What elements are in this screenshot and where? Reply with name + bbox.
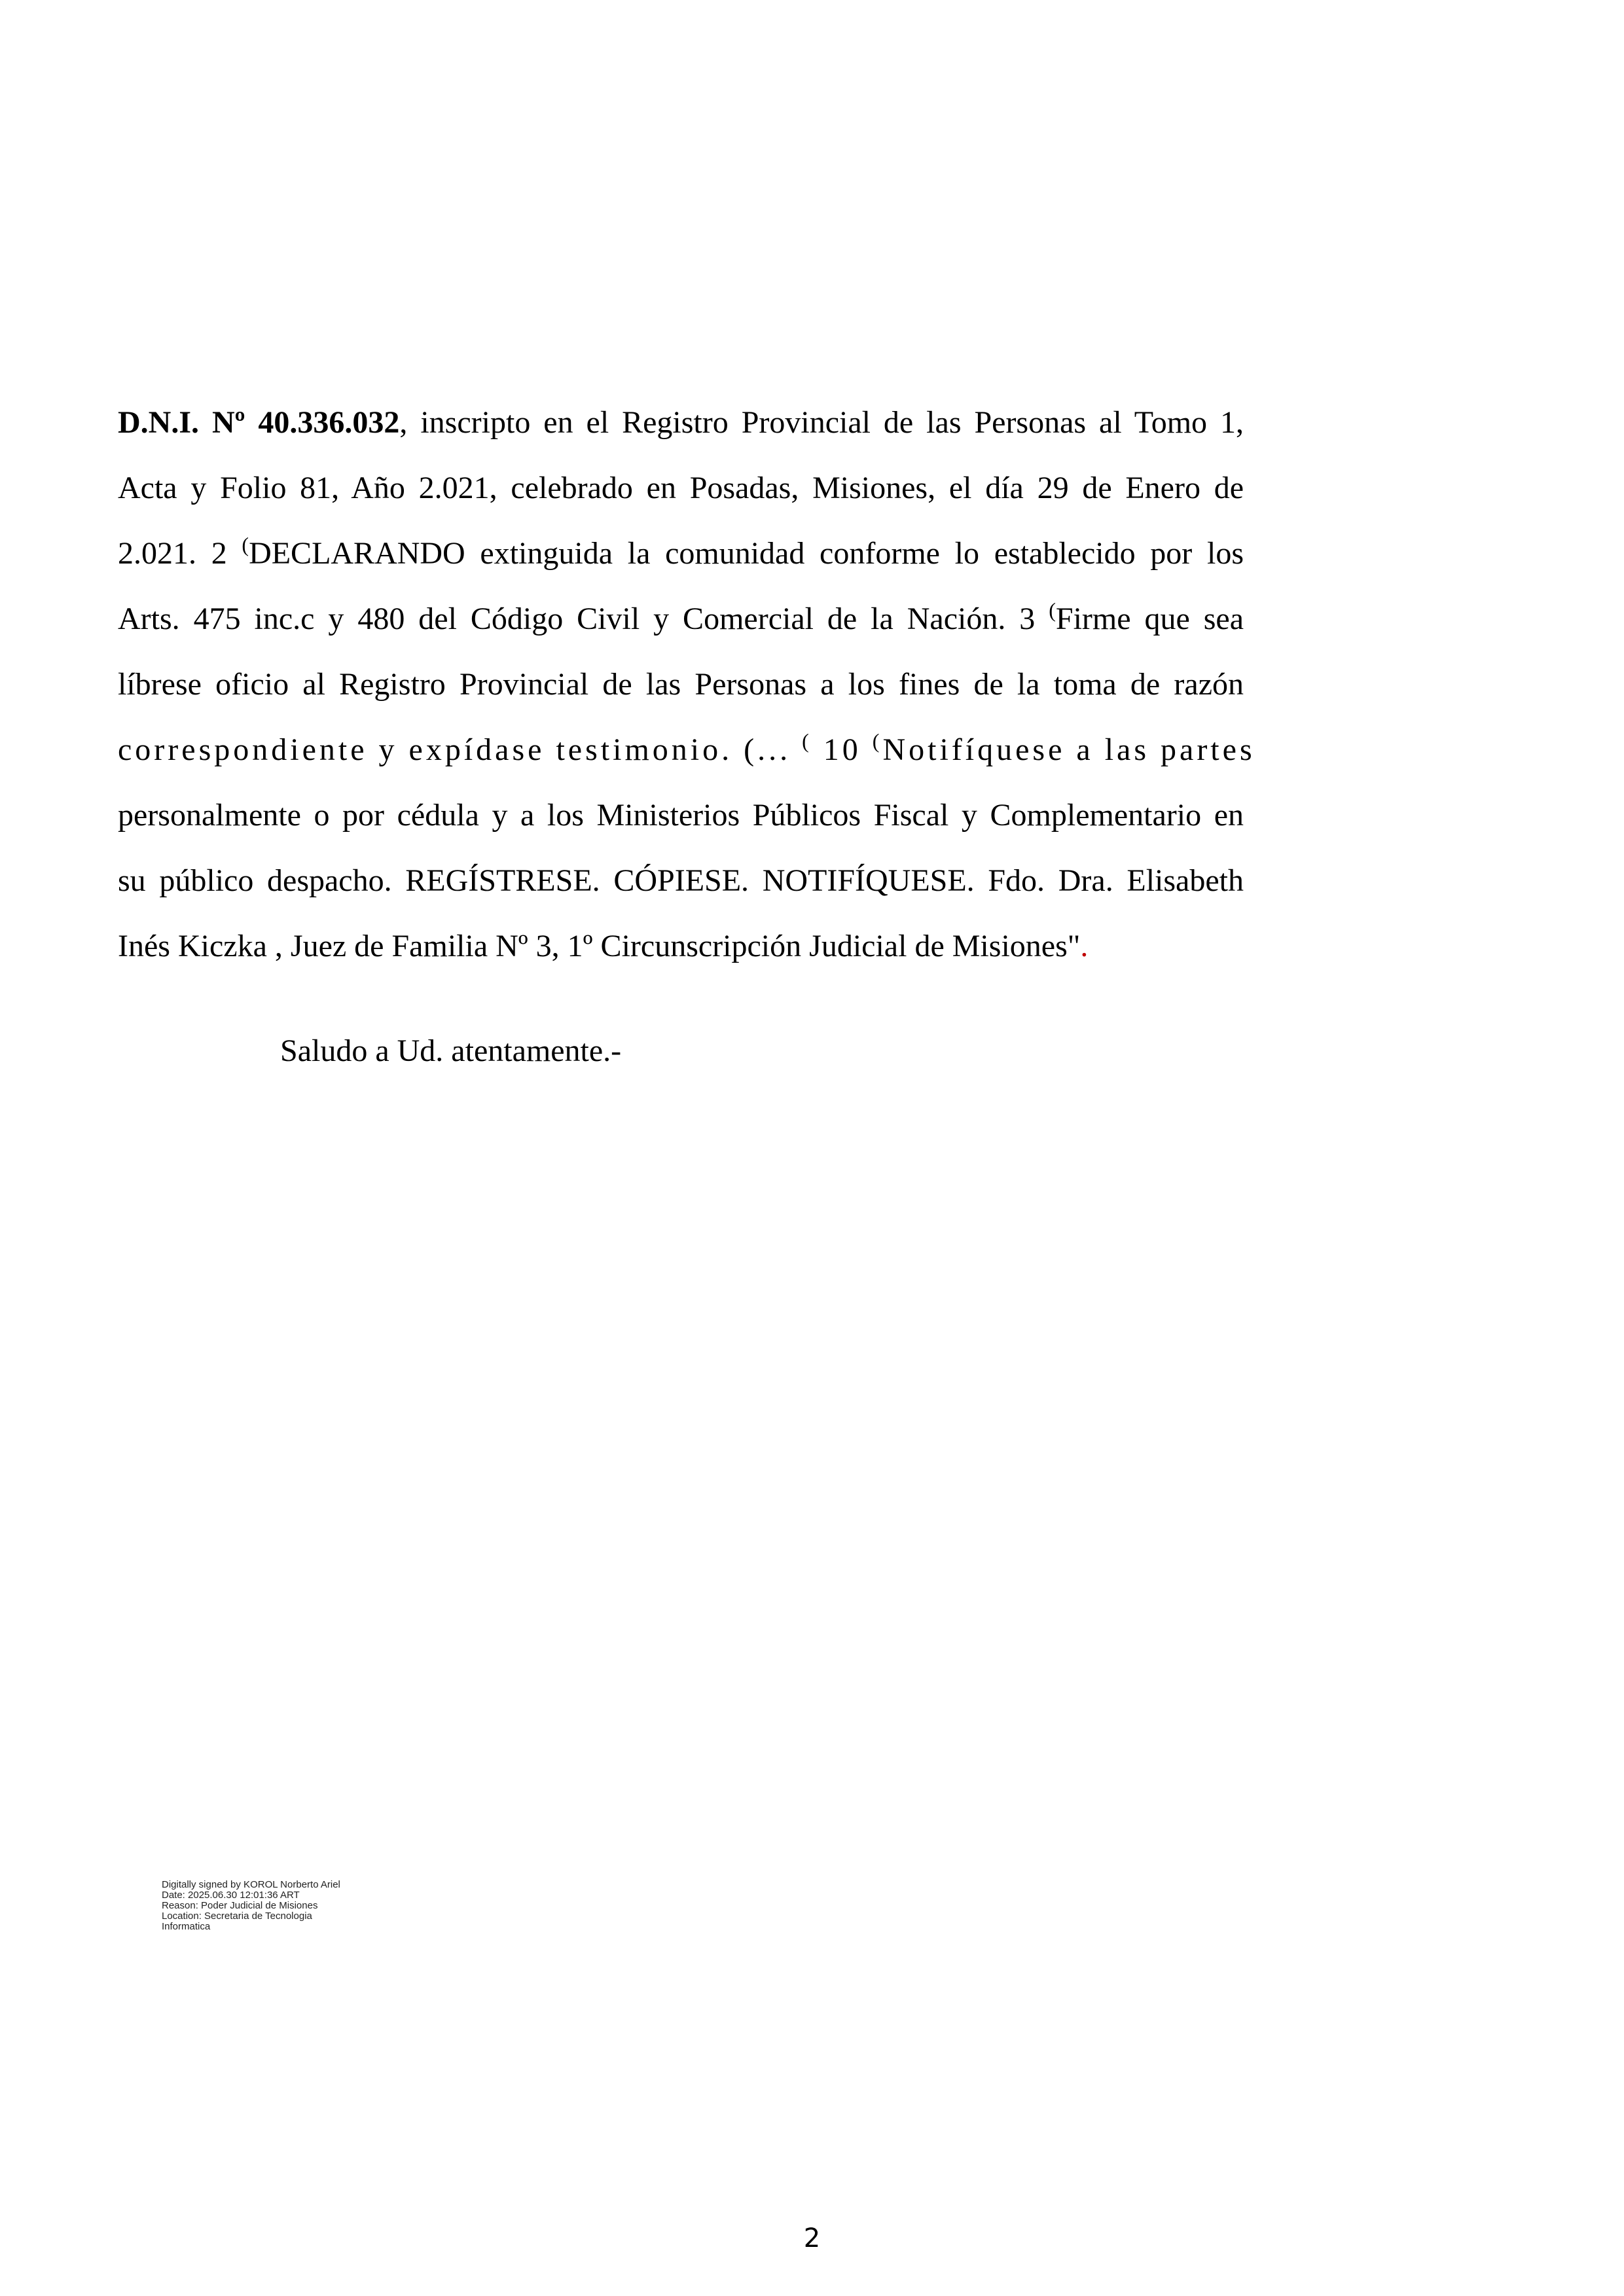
footnote-mark: (: [802, 729, 812, 753]
body-line-1: D.N.I. Nº 40.336.032, inscripto en el Registro Provincial de las Personas al Tomo 1,: [118, 405, 1244, 440]
body-line-4: Arts. 475 inc.c y 480 del Código Civil y Comercial de la Nación. 3 (Firme que sea: [118, 598, 1244, 636]
footnote-mark: (: [1049, 598, 1056, 622]
digital-signature: [162, 1880, 340, 1932]
signature-signer: Digitally signed by KOROL Norberto Ariel: [162, 1879, 340, 1890]
page-number: 2: [803, 2223, 821, 2253]
body-line-6: correspondiente y expídase testimonio. (... ( 10 (Notifíquese a las partes: [118, 729, 1255, 767]
body-line-9: Inés Kiczka , Juez de Familia Nº 3, 1º Circunscripción Judicial de Misiones".: [118, 929, 1089, 963]
dni-number: D.N.I. Nº 40.336.032: [118, 405, 400, 440]
closing-salutation: Saludo a Ud. atentamente.-: [280, 1033, 622, 1068]
body-paragraph: [118, 390, 1255, 979]
signature-date: Date: 2025.06.30 12:01:36 ART: [162, 1890, 300, 1901]
closing-period: .: [1080, 929, 1089, 963]
signature-location-cont: Informatica: [162, 1921, 211, 1932]
footnote-mark: (: [242, 533, 249, 556]
signature-reason: Reason: Poder Judicial de Misiones: [162, 1900, 318, 1911]
body-line-3: 2.021. 2 (DECLARANDO extinguida la comunidad conforme lo establecido por los: [118, 533, 1244, 571]
body-line-2: Acta y Folio 81, Año 2.021, celebrado en Posadas, Misiones, el día 29 de Enero de: [118, 471, 1244, 505]
footnote-mark: (: [872, 729, 883, 753]
body-line-8: su público despacho. REGÍSTRESE. CÓPIESE. NOTIFÍQUESE. Fdo. Dra. Elisabeth: [118, 863, 1244, 898]
signature-location: Location: Secretaria de Tecnologia: [162, 1910, 312, 1922]
body-line-7: personalmente o por cédula y a los Ministerios Públicos Fiscal y Complementario en: [118, 798, 1244, 833]
body-line-5: líbrese oficio al Registro Provincial de las Personas a los fines de la toma de razón: [118, 667, 1244, 702]
